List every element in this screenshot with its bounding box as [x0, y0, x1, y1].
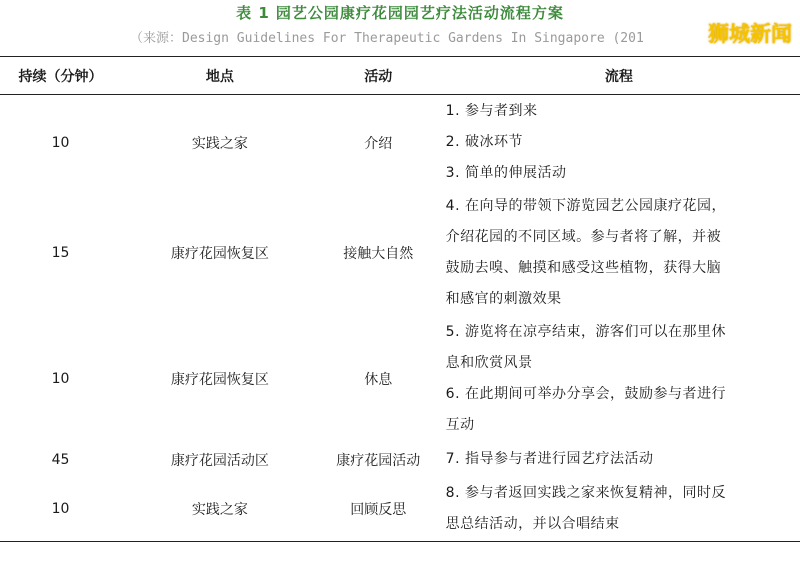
process-line: 息和欣赏风景	[445, 355, 533, 371]
process-line: 介绍花园的不同区域。参与者将了解，并被	[445, 229, 722, 245]
table-row	[0, 95, 800, 191]
activity-cell: 回顾反思	[350, 502, 407, 518]
duration-cell: 45	[51, 451, 70, 468]
process-line: 和感官的刺激效果	[445, 291, 562, 307]
table-row	[0, 442, 800, 477]
process-line: 互动	[445, 417, 475, 433]
process-line: 3. 简单的伸展活动	[445, 165, 567, 181]
header-activity: 活动	[364, 68, 393, 85]
process-line: 2. 破冰环节	[445, 134, 523, 150]
table-caption	[0, 2, 800, 23]
activity-cell: 休息	[364, 372, 393, 388]
table-row	[0, 477, 800, 542]
process-line: 7. 指导参与者进行园艺疗法活动	[445, 451, 654, 467]
process-line: 5. 游览将在凉亭结束，游客们可以在那里休	[445, 324, 726, 340]
activity-cell: 介绍	[364, 135, 393, 152]
location-cell: 实践之家	[191, 502, 248, 518]
process-line: 8. 参与者返回实践之家来恢复精神，同时反	[445, 485, 726, 501]
header-process: 流程	[604, 68, 633, 85]
duration-cell: 10	[51, 501, 70, 517]
process-line: 1. 参与者到来	[445, 103, 538, 119]
duration-cell: 15	[51, 245, 70, 261]
process-line: 6. 在此期间可举办分享会，鼓励参与者进行	[445, 386, 726, 402]
activity-cell: 接触大自然	[343, 246, 414, 262]
header-row	[0, 57, 800, 95]
location-cell: 实践之家	[191, 135, 248, 152]
location-cell: 康疗花园活动区	[170, 452, 269, 469]
process-cell	[438, 477, 800, 542]
header-location: 地点	[205, 68, 234, 85]
duration-cell: 10	[51, 134, 70, 151]
process-line: 思总结活动，并以合唱结束	[445, 516, 620, 532]
process-cell	[438, 442, 800, 477]
table-title: 园艺公园康疗花园园艺疗法活动流程方案	[275, 4, 564, 22]
process-cell	[438, 316, 800, 442]
activity-table	[0, 56, 800, 542]
location-cell: 康疗花园恢复区	[170, 246, 269, 262]
header-duration: 持续（分钟）	[18, 68, 103, 85]
process-line: 4. 在向导的带领下游览园艺公园康疗花园，	[445, 198, 726, 214]
process-line: 鼓励去嗅、触摸和感受这些植物，获得大脑	[445, 260, 722, 276]
source-note: （来源：Design Guidelines For Therapeutic Gardens In Singapore (201	[130, 31, 644, 46]
process-cell	[438, 95, 800, 191]
table-row	[0, 190, 800, 316]
watermark-logo: 狮城新闻	[700, 16, 800, 50]
table-row	[0, 316, 800, 442]
table-label: 表 1	[236, 4, 270, 22]
activity-cell: 康疗花园活动	[336, 452, 421, 469]
duration-cell: 10	[51, 371, 70, 387]
process-cell	[438, 190, 800, 316]
location-cell: 康疗花园恢复区	[170, 372, 269, 388]
